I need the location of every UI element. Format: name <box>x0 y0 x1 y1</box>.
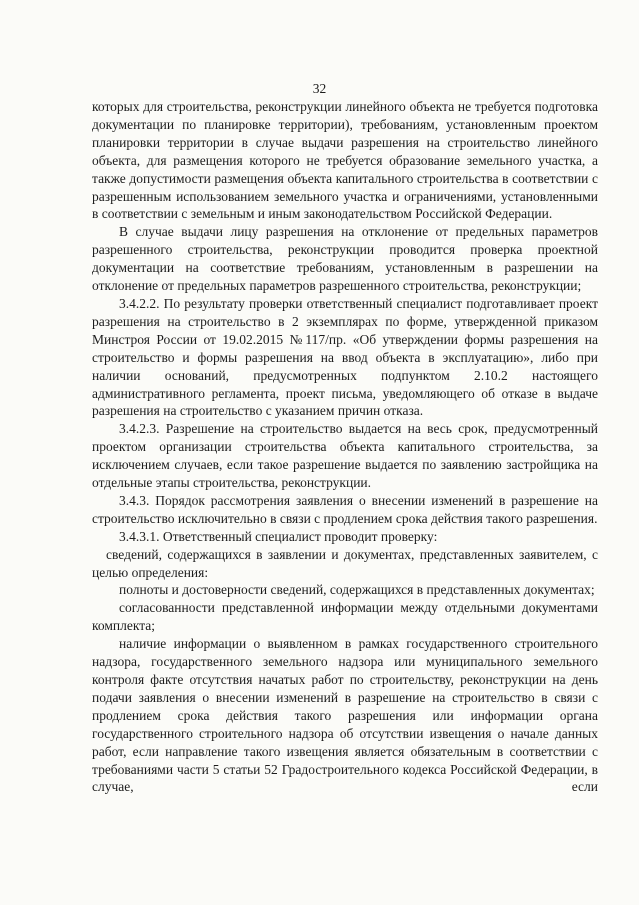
paragraph: 3.4.2.3. Разрешение на строительство выдается на весь срок, предусмотренный проектом организации строительства объекта капитального строительства, за исключением случаев, если такое разрешение выдается по заявлению застройщика на отдельные этапы строительства, реконструкции. <box>92 421 598 491</box>
paragraph: согласованности представленной информации между отдельными документами комплекта; <box>92 600 598 634</box>
document-body <box>92 98 598 796</box>
paragraph: 3.4.2.2. По результату проверки ответственный специалист подготавливает проект разрешения на строительство в 2 экземплярах по форме, утвержденной приказом Минстроя России от 19.02.2015 №117/пр. «Об утверждении формы разрешения на строительство и формы разрешения на ввод объекта в эксплуатацию», либо при наличии оснований, предусмотренных подпунктом 2.10.2 настоящего административного регламента, проект письма, уведомляющего об отказе в выдаче разрешения на строительство с указанием причин отказа. <box>92 295 598 419</box>
paragraph: которых для строительства, реконструкции линейного объекта не требуется подготовка документации по планировке территории), требованиям, установленным проектом планировки территории в случае выдачи разрешения на строительство линейного объекта, для размещения которого не требуется образование земельного участка, а также допустимости размещения объекта капитального строительства в соответствии с разрешенным использованием земельного участка и ограничениями, установленными в соответствии с земельным и иным законодательством Российской Федерации. <box>92 99 598 222</box>
paragraph: 3.4.3.1. Ответственный специалист проводит проверку: <box>119 528 438 544</box>
paragraph: полноты и достоверности сведений, содержащихся в представленных документах; <box>119 582 595 598</box>
paragraph: В случае выдачи лицу разрешения на отклонение от предельных параметров разрешенного строительства, реконструкции проводится проверка проектной документации на соответствие требованиям, установленным в разрешении на отклонение от предельных параметров разрешенного строительства, реконструкции; <box>92 224 598 294</box>
page-number: 32 <box>312 81 327 96</box>
paragraph: 3.4.3. Порядок рассмотрения заявления о внесении изменений в разрешение на строительство исключительно в связи с продлением срока действия такого разрешения. <box>92 492 598 526</box>
paragraph: сведений, содержащихся в заявлении и документах, представленных заявителем, с целью определения: <box>92 546 598 580</box>
paragraph: наличие информации о выявленном в рамках государственного строительного надзора, государственного земельного надзора или муниципального земельного контроля факте отсутствия начатых работ по строительству, реконструкции на день подачи заявления о внесении изменений в разрешение на строительство в связи с продлением срока действия такого разрешения или информации органа государственного строительного надзора об отсутствии извещения о начале данных работ, если направление такого извещения является обязательным в соответствии с требованиями части 5 статьи 52 Градостроительного кодекса Российской Федерации, в случае, если <box>92 636 598 795</box>
